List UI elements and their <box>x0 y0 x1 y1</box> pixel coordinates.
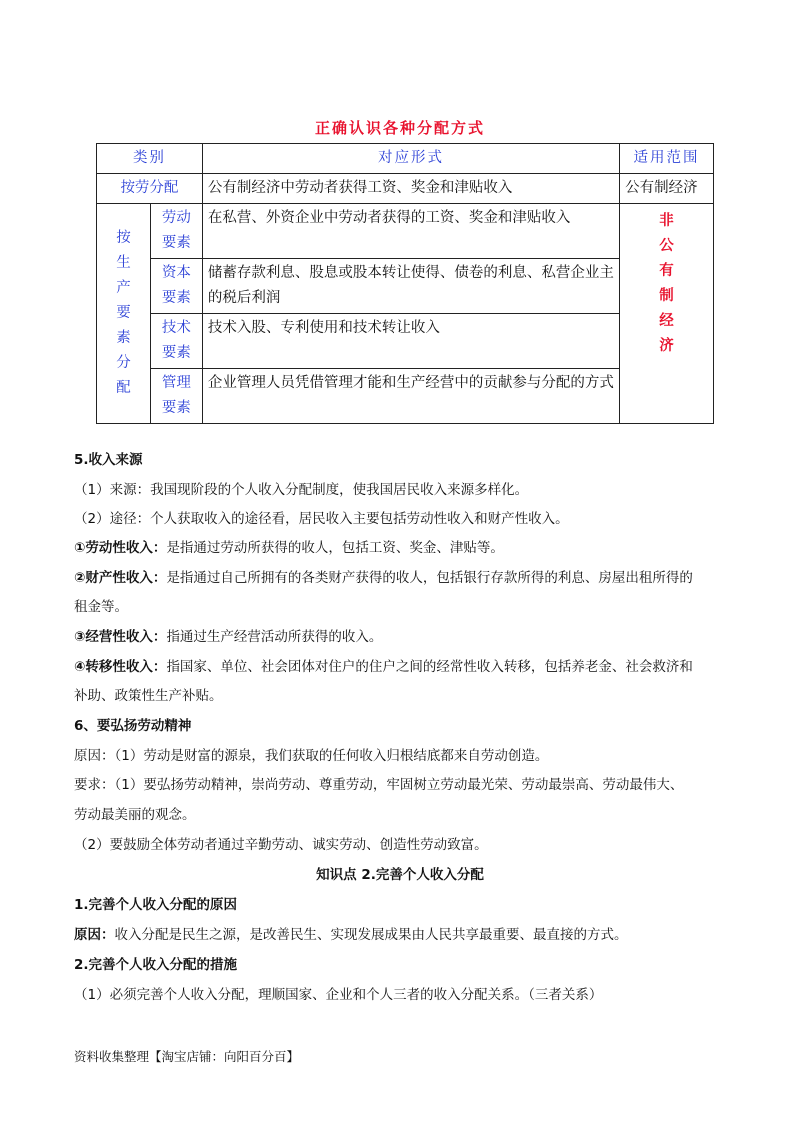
table-row <box>97 174 714 204</box>
income-label: ③经营性收入： <box>74 629 167 645</box>
paragraph: 要求：（1）要弘扬劳动精神，崇尚劳动、尊重劳动，牢固树立劳动最光荣、劳动最崇高、劳动最伟大、 <box>74 777 684 793</box>
row-form: 技术入股、专利使用和技术转让收入 <box>202 314 619 369</box>
paragraph: （2）途径：个人获取收入的途径看，居民收入主要包括劳动性收入和财产性收入。 <box>74 511 569 527</box>
income-label: ④转移性收入： <box>74 659 167 675</box>
row-category: 管理要素 <box>150 369 202 424</box>
factor-group-text: 按生产要素分配 <box>116 230 131 396</box>
income-item-cont: 租金等。 <box>74 599 128 615</box>
row-category: 劳动要素 <box>150 204 202 259</box>
row-category: 技术要素 <box>150 314 202 369</box>
income-item <box>74 653 729 681</box>
income-text: 是指通过劳动所获得的收人，包括工资、奖金、津贴等。 <box>166 540 504 556</box>
reason-label: 原因： <box>74 927 115 943</box>
paragraph: 原因：（1）劳动是财富的源泉，我们获取的任何收入归根结底都来自劳动创造。 <box>74 748 549 764</box>
income-text: 是指通过自己所拥有的各类财产获得的收人，包括银行存款所得的利息、房屋出租所得的 <box>166 570 693 586</box>
paragraph: （1）来源：我国现阶段的个人收入分配制度，使我国居民收入来源多样化。 <box>74 482 529 498</box>
income-label: ②财产性收入： <box>74 570 167 586</box>
section-5-heading: 5.收入来源 <box>74 452 143 468</box>
section-6-heading: 6、要弘扬劳动精神 <box>74 718 192 734</box>
knowledge-point-heading: 知识点 2.完善个人收入分配 <box>316 867 484 883</box>
header-scope: 适用范围 <box>620 144 714 174</box>
row-form: 在私营、外资企业中劳动者获得的工资、奖金和津贴收入 <box>202 204 619 259</box>
factor-group-label <box>97 204 151 424</box>
table-title: 正确认识各种分配方式 <box>314 119 485 137</box>
paragraph: 劳动最美丽的观念。 <box>74 807 196 823</box>
income-item-cont: 补助、政策性生产补贴。 <box>74 688 223 704</box>
table-header-row <box>97 144 714 174</box>
header-category: 类别 <box>97 144 203 174</box>
subsection-heading: 2.完善个人收入分配的措施 <box>74 957 238 973</box>
distribution-table <box>96 143 714 424</box>
paragraph: （1）必须完善个人收入分配，理顺国家、企业和个人三者的收入分配关系。（三者关系） <box>74 987 603 1003</box>
table-row <box>97 204 714 259</box>
row-category: 按劳分配 <box>97 174 203 204</box>
paragraph: （2）要鼓励全体劳动者通过辛勤劳动、诚实劳动、创造性劳动致富。 <box>74 837 488 853</box>
income-text: 指国家、单位、社会团体对住户的住户之间的经常性收入转移，包括养老金、社会救济和 <box>166 659 693 675</box>
header-form: 对应形式 <box>202 144 619 174</box>
income-text: 指通过生产经营活动所获得的收入。 <box>166 629 383 645</box>
scope-nonpublic-text: 非公有制经济 <box>659 212 674 354</box>
footer-note: 资料收集整理【淘宝店铺：向阳百分百】 <box>74 1049 300 1064</box>
subsection-heading: 1.完善个人收入分配的原因 <box>74 897 238 913</box>
row-form: 企业管理人员凭借管理才能和生产经营中的贡献参与分配的方式 <box>202 369 619 424</box>
income-item <box>74 564 729 592</box>
paragraph <box>74 921 729 949</box>
scope-nonpublic <box>620 204 714 424</box>
income-item <box>74 623 729 651</box>
row-form: 公有制经济中劳动者获得工资、奖金和津贴收入 <box>202 174 619 204</box>
reason-text: 收入分配是民生之源，是改善民生、实现发展成果由人民共享最重要、最直接的方式。 <box>114 927 628 943</box>
income-label: ①劳动性收入： <box>74 540 167 556</box>
row-form: 储蓄存款利息、股息或股本转让使得、债卷的利息、私营企业主的税后利润 <box>202 259 619 314</box>
income-item <box>74 534 729 562</box>
row-category: 资本要素 <box>150 259 202 314</box>
row-scope: 公有制经济 <box>620 174 714 204</box>
